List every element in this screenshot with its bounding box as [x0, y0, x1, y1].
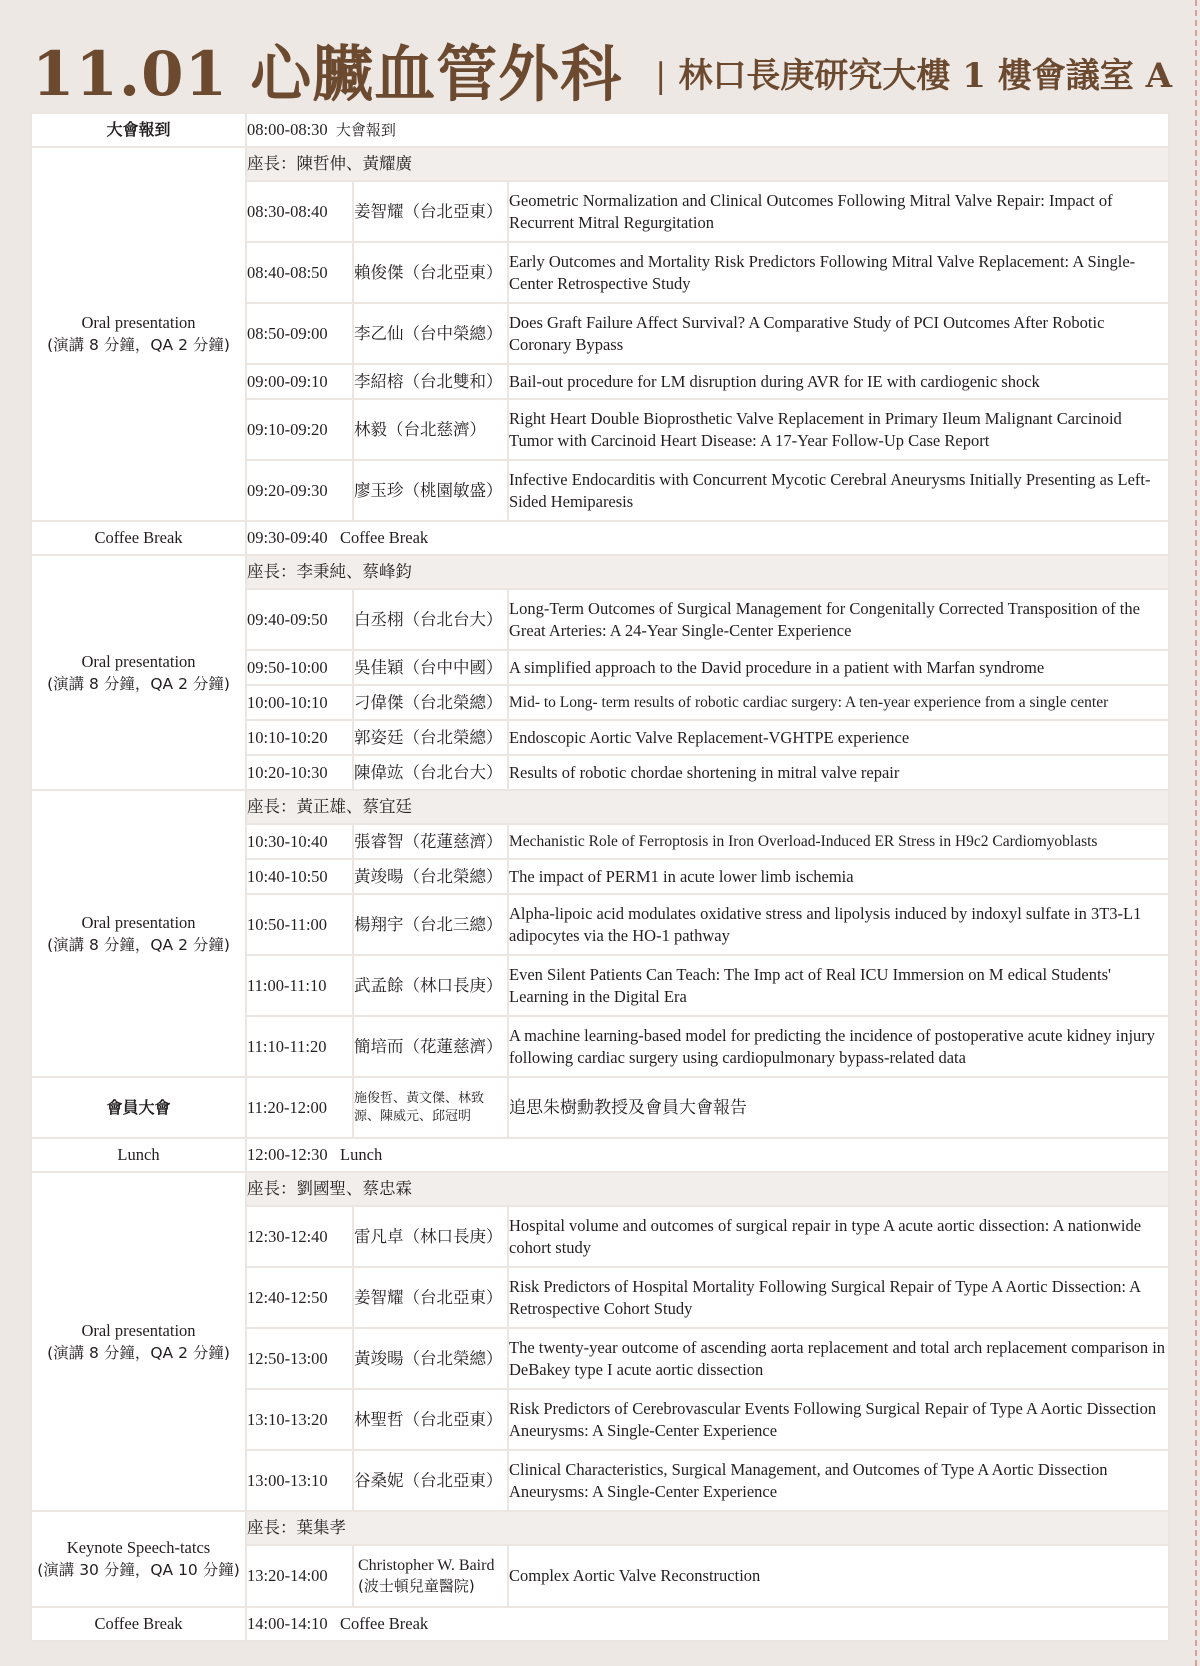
table-row [31, 790, 1169, 824]
table-row [31, 1077, 1169, 1138]
time-slot: 09:20-09:30 [246, 460, 353, 521]
table-row [31, 1138, 1169, 1172]
registration-text: 大會報到 [335, 121, 396, 139]
time-slot: 09:00-09:10 [246, 364, 353, 399]
topic: Geometric Normalization and Clinical Outcomes Following Mitral Valve Repair: Impact of Recurrent Mitral Regurgitation [508, 181, 1169, 242]
session-label-coffee: Coffee Break [31, 521, 246, 555]
speaker: 李乙仙（台中榮總） [353, 303, 508, 364]
topic: Risk Predictors of Hospital Mortality Following Surgical Repair of Type A Aortic Dissection: A Retrospective Cohort Study [508, 1267, 1169, 1328]
speaker: 黃竣暘（台北榮總） [353, 859, 508, 894]
chair-row: 座長：陳哲伸、黃耀廣 [246, 147, 1169, 181]
venue-label [655, 48, 1172, 97]
chair-row: 座長：黃正雄、蔡宜廷 [246, 790, 1169, 824]
speaker: 姜智耀（台北亞東） [353, 181, 508, 242]
session-label-coffee: Coffee Break [31, 1607, 246, 1641]
topic: A simplified approach to the David procedure in a patient with Marfan syndrome [508, 650, 1169, 685]
time-slot: 08:00-08:30 [247, 120, 328, 139]
speaker: 陳偉竑（台北台大） [353, 755, 508, 790]
keynote-speaker-affiliation: (波士頓兒童醫院) [358, 1577, 475, 1595]
venue-separator: | [654, 56, 667, 96]
table-row [31, 147, 1169, 181]
topic: Bail-out procedure for LM disruption during AVR for IE with cardiogenic shock [508, 364, 1169, 399]
speaker: 林毅（台北慈濟） [353, 399, 508, 460]
time-slot: 12:00-12:30 [247, 1145, 328, 1164]
speaker: 張睿智（花蓮慈濟） [353, 824, 508, 859]
topic: Results of robotic chordae shortening in mitral valve repair [508, 755, 1169, 790]
topic: Infective Endocarditis with Concurrent Mycotic Cerebral Aneurysms Initially Presenting as Left-Sided Hemiparesis [508, 460, 1169, 521]
speaker: 施俊哲、黃文傑、林致源、陳威元、邱冠明 [353, 1077, 508, 1138]
speaker: 李紹榕（台北雙和） [353, 364, 508, 399]
topic: Alpha-lipoic acid modulates oxidative stress and lipolysis induced by indoxyl sulfate in 3T3-L1 adipocytes via the HO-1 pathway [508, 894, 1169, 955]
table-row [31, 1172, 1169, 1206]
lunch-text: Lunch [340, 1145, 383, 1164]
keynote-label: Keynote Speech-tatcs [66, 1538, 211, 1557]
time-slot: 11:20-12:00 [246, 1077, 353, 1138]
time-slot: 08:50-09:00 [246, 303, 353, 364]
chair-row: 座長：李秉純、蔡峰鈞 [246, 555, 1169, 589]
topic: Endoscopic Aortic Valve Replacement-VGHTPE experience [508, 720, 1169, 755]
speaker: 雷凡卓（林口長庚） [353, 1206, 508, 1267]
speaker [353, 1545, 508, 1607]
venue-text: 林口長庚研究大樓 1 樓會議室 A [678, 56, 1172, 96]
oral-note: (演講 8 分鐘，QA 2 分鐘) [47, 1343, 230, 1362]
oral-label: Oral presentation [81, 1320, 196, 1340]
topic: Mid- to Long- term results of robotic cardiac surgery: A ten-year experience from a single center [508, 685, 1169, 720]
table-row [31, 1511, 1169, 1545]
table-row [31, 1607, 1169, 1641]
time-slot: 13:10-13:20 [246, 1389, 353, 1450]
registration-cell [246, 113, 1169, 147]
session-label-assembly: 會員大會 [31, 1077, 246, 1138]
time-slot: 10:10-10:20 [246, 720, 353, 755]
coffee-cell [246, 521, 1169, 555]
time-slot: 10:20-10:30 [246, 755, 353, 790]
time-slot: 09:10-09:20 [246, 399, 353, 460]
time-slot: 10:30-10:40 [246, 824, 353, 859]
table-row [31, 555, 1169, 589]
oral-label: Oral presentation [81, 912, 196, 932]
time-slot: 13:00-13:10 [246, 1450, 353, 1511]
session-label-oral-4 [31, 1172, 246, 1511]
coffee-text: Coffee Break [340, 1614, 429, 1633]
page-title: 11.01 心臟血管外科 [32, 39, 623, 110]
time-slot: 13:20-14:00 [246, 1545, 353, 1607]
coffee-cell [246, 1607, 1169, 1641]
table-row [31, 521, 1169, 555]
topic: Hospital volume and outcomes of surgical repair in type A acute aortic dissection: A nationwide cohort study [508, 1206, 1169, 1267]
topic: Complex Aortic Valve Reconstruction [508, 1545, 1169, 1607]
time-slot: 11:10-11:20 [246, 1016, 353, 1077]
topic: Clinical Characteristics, Surgical Management, and Outcomes of Type A Aortic Dissection Aneurysms: A Single-Center Experience [508, 1450, 1169, 1511]
topic: Long-Term Outcomes of Surgical Management for Congenitally Corrected Transposition of the Great Arteries: A 24-Year Single-Center Experience [508, 589, 1169, 650]
speaker: 郭姿廷（台北榮總） [353, 720, 508, 755]
oral-note: (演講 8 分鐘，QA 2 分鐘) [47, 674, 230, 693]
page-header [32, 18, 1172, 118]
oral-label: Oral presentation [81, 313, 196, 332]
topic: Does Graft Failure Affect Survival? A Comparative Study of PCI Outcomes After Robotic Coronary Bypass [508, 303, 1169, 364]
topic: The twenty-year outcome of ascending aorta replacement and total arch replacement comparison in DeBakey type I acute aortic dissection [508, 1328, 1169, 1389]
topic: The impact of PERM1 in acute lower limb ischemia [508, 859, 1169, 894]
agenda-table [30, 112, 1170, 1642]
time-slot: 10:50-11:00 [246, 894, 353, 955]
topic: 追思朱樹勳教授及會員大會報告 [508, 1077, 1169, 1138]
time-slot: 12:50-13:00 [246, 1328, 353, 1389]
speaker: 廖玉珍（桃園敏盛） [353, 460, 508, 521]
lunch-cell [246, 1138, 1169, 1172]
session-label-oral-1 [31, 147, 246, 521]
speaker: 姜智耀（台北亞東） [353, 1267, 508, 1328]
session-label-keynote [31, 1511, 246, 1607]
time-slot: 10:00-10:10 [246, 685, 353, 720]
topic: Mechanistic Role of Ferroptosis in Iron Overload-Induced ER Stress in H9c2 Cardiomyoblasts [508, 824, 1169, 859]
topic: Right Heart Double Bioprosthetic Valve Replacement in Primary Ileum Malignant Carcinoid Tumor with Carcinoid Heart Disease: A 17-Year Follow-Up Case Report [508, 399, 1169, 460]
oral-note: (演講 8 分鐘，QA 2 分鐘) [47, 336, 230, 354]
speaker: 楊翔宇（台北三總） [353, 894, 508, 955]
speaker: 林聖哲（台北亞東） [353, 1389, 508, 1450]
speaker: 刁偉傑（台北榮總） [353, 685, 508, 720]
speaker: 簡培而（花蓮慈濟） [353, 1016, 508, 1077]
session-label-registration: 大會報到 [31, 113, 246, 147]
session-label-lunch: Lunch [31, 1138, 246, 1172]
speaker: 賴俊傑（台北亞東） [353, 242, 508, 303]
time-slot: 11:00-11:10 [246, 955, 353, 1016]
table-row [31, 113, 1169, 147]
oral-note: (演講 8 分鐘，QA 2 分鐘) [47, 935, 230, 954]
time-slot: 09:50-10:00 [246, 650, 353, 685]
speaker: 白丞栩（台北台大） [353, 589, 508, 650]
topic: Risk Predictors of Cerebrovascular Events Following Surgical Repair of Type A Aortic Dissection Aneurysms: A Single-Center Experience [508, 1389, 1169, 1450]
time-slot: 08:40-08:50 [246, 242, 353, 303]
speaker: 武孟餘（林口長庚） [353, 955, 508, 1016]
time-slot: 10:40-10:50 [246, 859, 353, 894]
coffee-text: Coffee Break [340, 528, 429, 547]
topic: Early Outcomes and Mortality Risk Predictors Following Mitral Valve Replacement: A Single-Center Retrospective Study [508, 242, 1169, 303]
speaker: 黃竣暘（台北榮總） [353, 1328, 508, 1389]
session-label-oral-3 [31, 790, 246, 1077]
oral-label: Oral presentation [81, 651, 196, 671]
time-slot: 12:40-12:50 [246, 1267, 353, 1328]
keynote-speaker-name: Christopher W. Baird [358, 1557, 495, 1574]
time-slot: 09:30-09:40 [247, 528, 328, 547]
time-slot: 08:30-08:40 [246, 181, 353, 242]
speaker: 吳佳穎（台中中國） [353, 650, 508, 685]
session-label-oral-2 [31, 555, 246, 790]
chair-row: 座長：劉國聖、蔡忠霖 [246, 1172, 1169, 1206]
speaker: 谷桑妮（台北亞東） [353, 1450, 508, 1511]
topic: A machine learning-based model for predicting the incidence of postoperative acute kidney injury following cardiac surgery using cardiopulmonary bypass-related data [508, 1016, 1169, 1077]
keynote-note: (演講 30 分鐘，QA 10 分鐘) [37, 1561, 240, 1579]
topic: Even Silent Patients Can Teach: The Imp act of Real ICU Immersion on M edical Students' Learning in the Digital Era [508, 955, 1169, 1016]
time-slot: 14:00-14:10 [247, 1614, 328, 1633]
chair-row: 座長：葉集孝 [246, 1511, 1169, 1545]
page-edge-dashes [1195, 0, 1197, 1666]
time-slot: 12:30-12:40 [246, 1206, 353, 1267]
time-slot: 09:40-09:50 [246, 589, 353, 650]
